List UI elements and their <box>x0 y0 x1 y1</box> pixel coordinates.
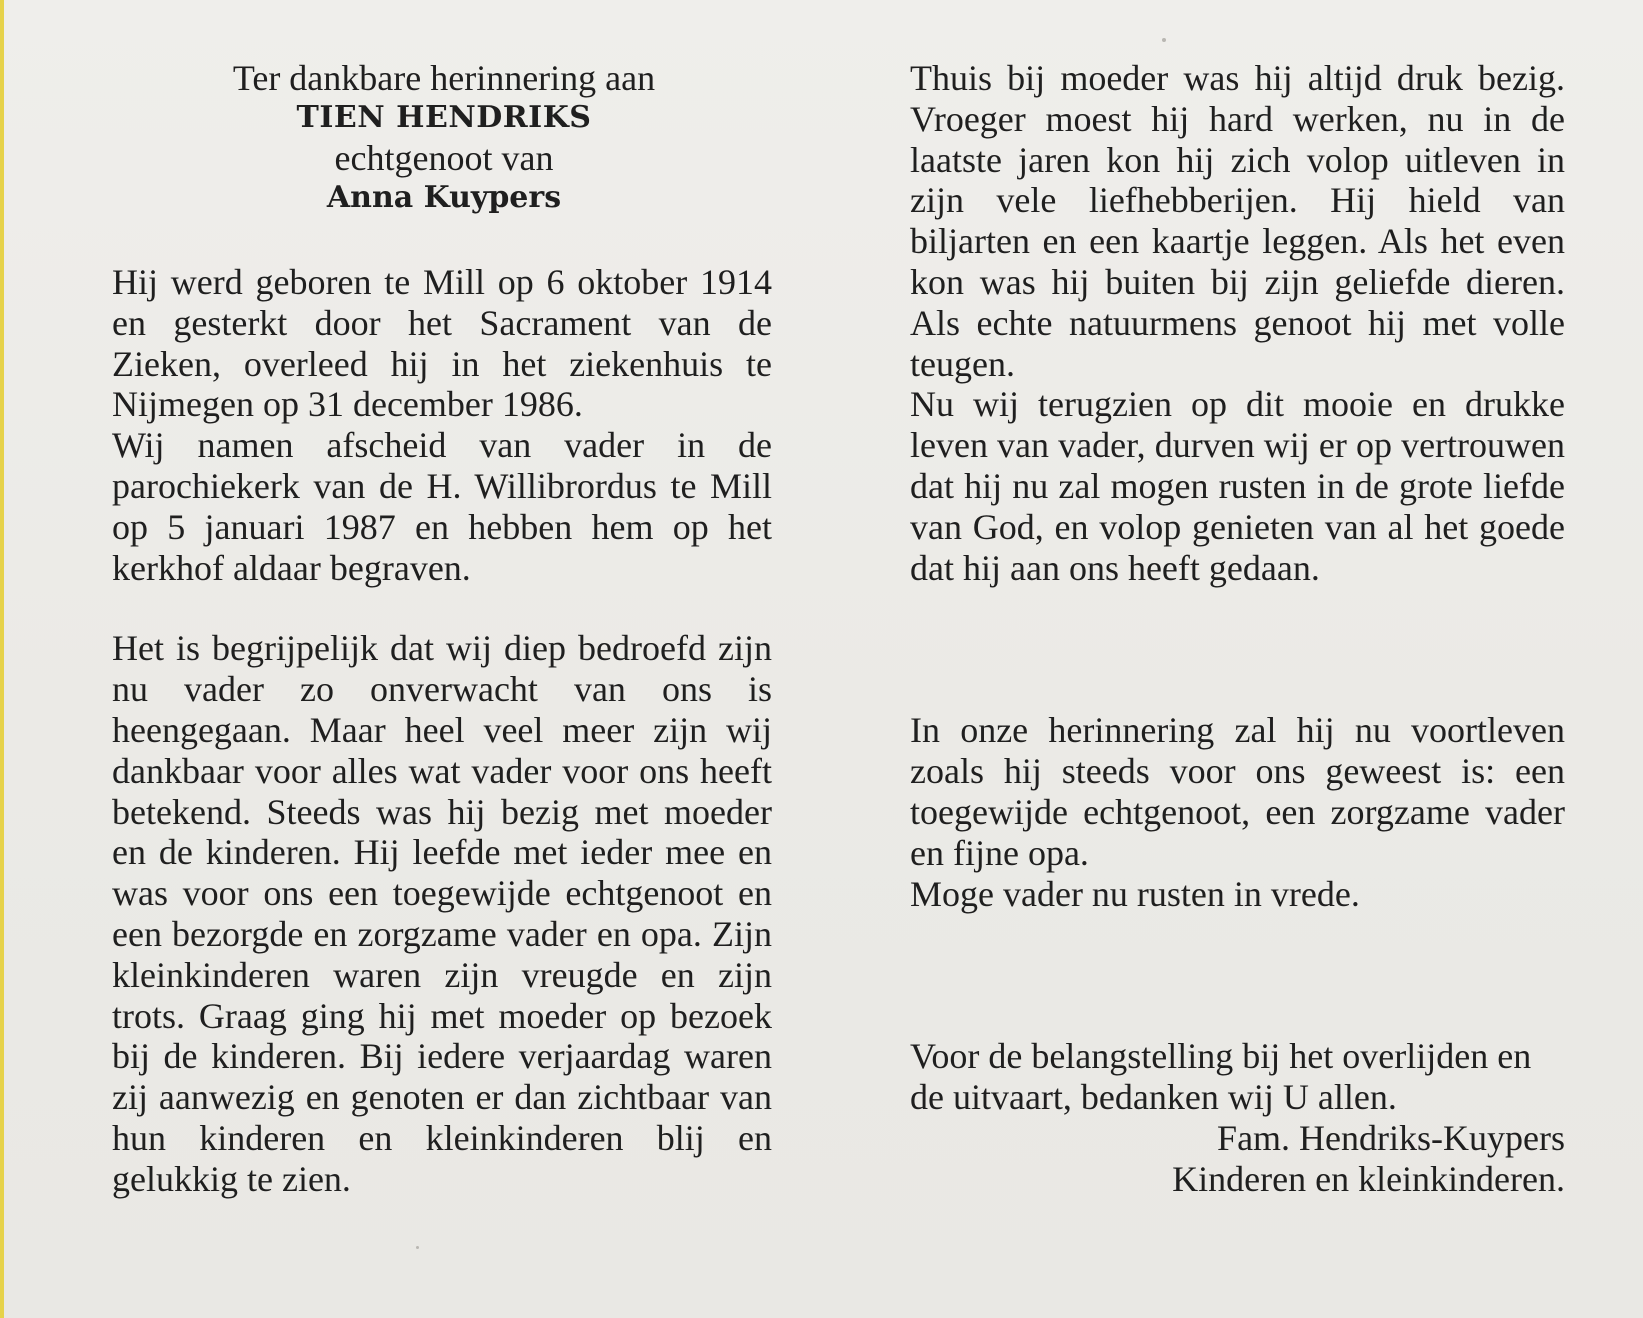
home-life-paragraph: Thuis bij moeder was hij altijd druk bezig. Vroeger moest hij hard werken, nu in de laatste jaren kon hij zich volop uitleven in zijn vele liefhebberijen. Hij hield van biljarten en een kaartje leggen. Als het even kon was hij buiten bij zijn geliefde dieren. Als echte natuurmens genoot hij met volle teugen. <box>910 58 1565 384</box>
relation-line: echtgenoot van <box>334 138 554 178</box>
paper-speck <box>1162 38 1166 42</box>
children-signature: Kinderen en kleinkinderen. <box>1172 1158 1565 1199</box>
left-column <box>112 0 772 1200</box>
right-column <box>910 0 1565 1200</box>
paper-speck <box>416 1246 419 1249</box>
thanks-paragraph: Voor de belangstelling bij het overlijden en de uitvaart, bedanken wij U allen. <box>910 1036 1532 1118</box>
tribute-paragraph: Het is begrijpelijk dat wij diep bedroefd zijn nu vader zo onverwacht van ons is heengegaan. Maar heel veel meer zijn wij dankbaar voor alles wat vader voor ons heeft betekend. Steeds was hij bezig met moeder en de kinderen. Hij leefde met ieder mee en was voor ons een toegewijde echtgenoot en een bezorgde en zorgzame vader en opa. Zijn kleinkinderen waren zijn vreugde en zijn trots. Graag ging hij met moeder op bezoek bij de kinderen. Bij iedere verjaardag waren zij aanwezig en genoten er dan zichtbaar van hun kinderen en kleinkinderen blij en gelukkig te zien. <box>112 628 772 1199</box>
family-signature: Fam. Hendriks-Kuypers <box>1217 1117 1565 1158</box>
rest-in-peace-line: Moge vader nu rusten in vrede. <box>910 873 1360 914</box>
deceased-name: TIEN HENDRIKS <box>296 100 592 135</box>
card-heading <box>116 0 772 218</box>
funeral-paragraph: Wij namen afscheid van vader in de parochiekerk van de H. Willibrordus te Mill op 5 januari 1987 en hebben hem op het kerkhof aldaar begraven. <box>112 425 772 588</box>
dedication-line: Ter dankbare herinnering aan <box>232 58 656 98</box>
remembrance-paragraph: In onze herinnering zal hij nu voortleven zoals hij steeds voor ons geweest is: een toegewijde echtgenoot, een zorgzame vader en fijne opa. <box>910 710 1565 873</box>
spouse-name: Anna Kuypers <box>326 180 562 215</box>
birth-death-paragraph: Hij werd geboren te Mill op 6 oktober 1914 en gesterkt door het Sacrament van de Zieken, overleed hij in het ziekenhuis te Nijmegen op 31 december 1986. <box>112 262 772 425</box>
faith-paragraph: Nu wij terugzien op dit mooie en drukke leven van vader, durven wij er op vertrouwen dat hij nu zal mogen rusten in de grote liefde van God, en volop genieten van al het goede dat hij aan ons heeft gedaan. <box>910 384 1565 588</box>
